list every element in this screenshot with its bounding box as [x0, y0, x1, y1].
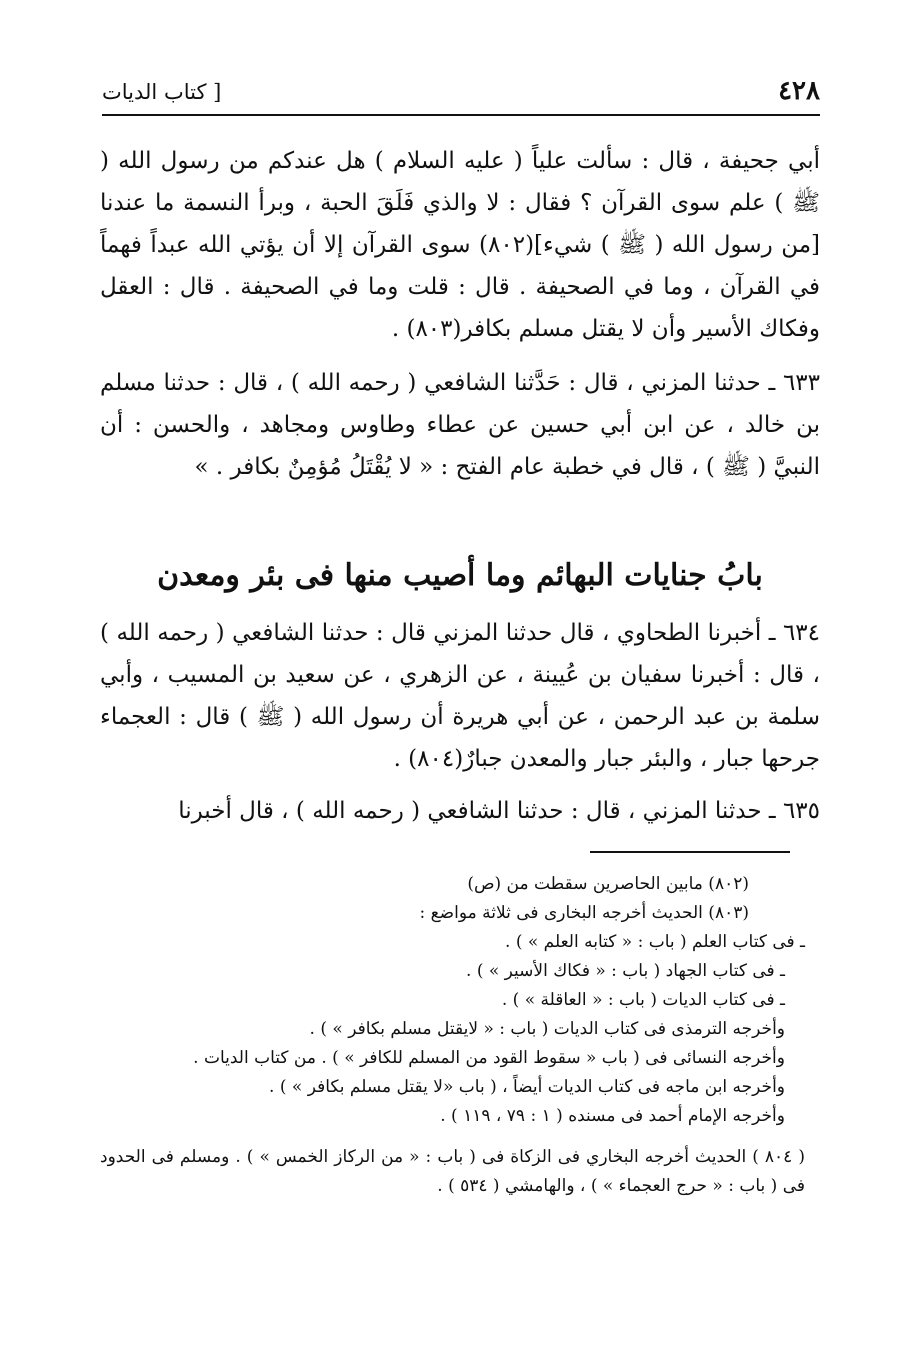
footnotes: [100, 870, 805, 1201]
running-title: [ كتاب الديات: [102, 80, 222, 104]
footnote-803-item: ـ فى كتاب الديات ( باب : « العاقلة » ) .: [501, 990, 785, 1010]
footnote-803-line: وأخرجه النسائى فى ( باب « سقوط القود من المسلم للكافر » ) . من كتاب الديات .: [193, 1048, 785, 1068]
footnote-803-line: وأخرجه الإمام أحمد فى مسنده ( ١ : ٧٩ ، ١١٩ ) .: [440, 1106, 785, 1126]
hadith-634: ٦٣٤ ـ أخبرنا الطحاوي ، قال حدثنا المزني قال : حدثنا الشافعي ( رحمه الله ) ، قال : أخبرنا سفيان بن عُيينة ، عن الزهري ، عن سعيد بن المسيب ، وأبي سلمة بن عبد الرحمن ، عن أبي هريرة أن رسول الله ( ﷺ ) قال : العجماء جرحها جبار ، والبئر جبار والمعدن جبارٌ(٨٠٤) .: [100, 620, 820, 772]
footnote-803-line: وأخرجه الترمذى فى كتاب الديات ( باب : « لايقتل مسلم بكافر » ) .: [309, 1019, 785, 1039]
footnote-rule: [590, 851, 790, 853]
footnote-802: (٨٠٢) مابين الحاصرين سقطت من (ص): [467, 874, 749, 894]
footnote-803: (٨٠٣) الحديث أخرجه البخارى فى ثلاثة مواضع :: [419, 903, 749, 923]
footnote-803-item: ـ فى كتاب الجهاد ( باب : « فكاك الأسير » ) .: [466, 961, 785, 981]
header-rule: [102, 114, 820, 116]
footnote-803-item: ـ فى كتاب العلم ( باب : « كتابه العلم » ) .: [505, 932, 805, 952]
page-number: ٤٢٨: [778, 76, 820, 106]
chapter-title: بابُ جنايات البهائم وما أصيب منها فى بئر ومعدن: [157, 558, 763, 593]
hadith-633: ٦٣٣ ـ حدثنا المزني ، قال : حَدَّثنا الشافعي ( رحمه الله ) ، قال : حدثنا مسلم بن خالد ، عن ابن أبي حسين عن عطاء وطاوس ومجاهد ، والحسن : أن النبيَّ ( ﷺ ) ، قال في خطبة عام الفتح : « لا يُقْتَلُ مُؤمِنٌ بكافر . »: [100, 370, 820, 480]
paragraph-continuation: أبي جحيفة ، قال : سألت علياً ( عليه السلام ) هل عندكم من رسول الله ( ﷺ ) علم سوى القرآن ؟ فقال : لا والذي فَلَقَ الحبة ، وبرأ النسمة ما عندنا [من رسول الله ( ﷺ ) شيء](٨٠٢) سوى القرآن إلا أن يؤتي الله عبداً فهماً في القرآن ، وما في الصحيفة . قال : قلت وما في الصحيفة . قال : العقل وفكاك الأسير وأن لا يقتل مسلم بكافر(٨٠٣) .: [100, 148, 820, 342]
page-header: [102, 74, 820, 114]
footnote-804: ( ٨٠٤ ) الحديث أخرجه البخاري فى الزكاة فى ( باب : « من الركاز الخمس » ) . ومسلم فى الحدود فى ( باب : « حرج العجماء » ) ، والهامشي ( ٥٣٤ ) .: [100, 1147, 805, 1196]
hadith-635: ٦٣٥ ـ حدثنا المزني ، قال : حدثنا الشافعي ( رحمه الله ) ، قال أخبرنا: [178, 798, 820, 824]
footnote-803-line: وأخرجه ابن ماجه فى كتاب الديات أيضاً ، ( باب «لا يقتل مسلم بكافر » ) .: [269, 1077, 785, 1097]
